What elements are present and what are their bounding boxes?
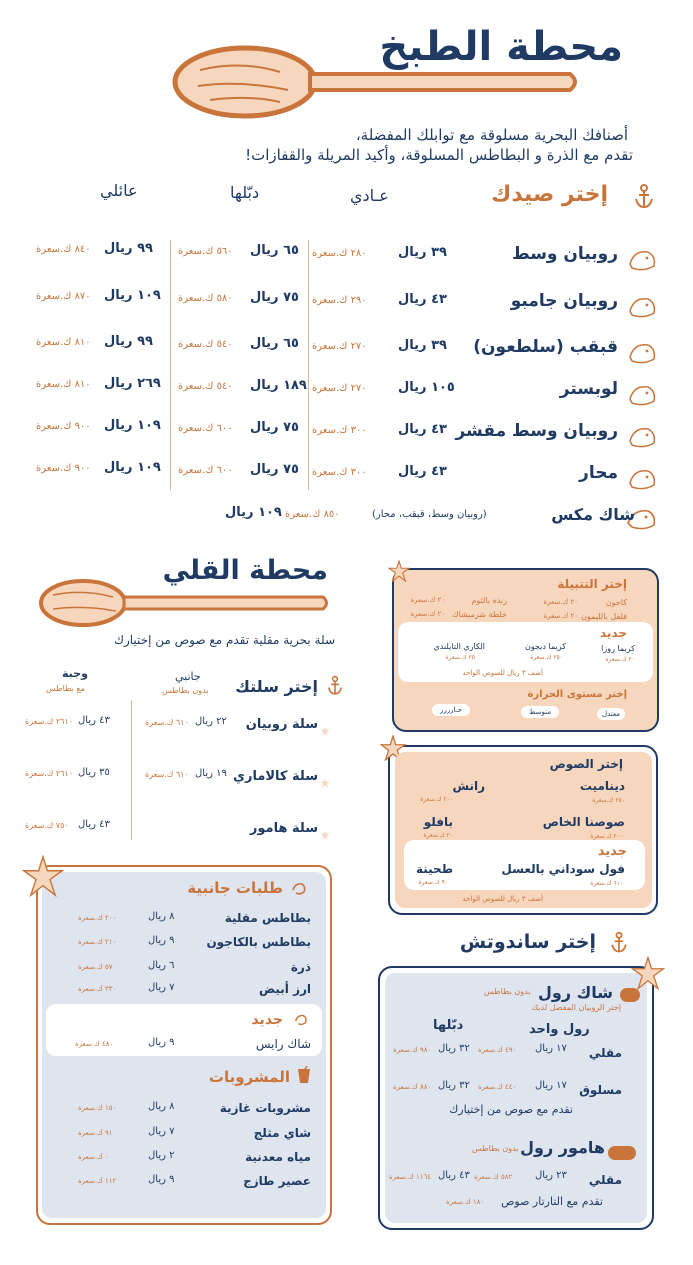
fry-item-side-price: ١٩ ريال — [195, 768, 227, 779]
fry-item-name: سلة هامور — [249, 821, 318, 836]
drink-item-calories: ٩١ ك.سعرة — [78, 1129, 113, 1137]
sauce-dynamite: ديناميت — [579, 779, 625, 793]
shack-mix-name: شاك مكس — [551, 505, 635, 524]
fry-item-meal-price: ٤٣ ريال — [78, 819, 110, 830]
roll-icon — [620, 988, 640, 1002]
choose-basket-heading: إختر سلتك — [235, 677, 318, 696]
cook-item-name: روبيان وسط — [512, 244, 618, 264]
shack-roll-name: شاك رول — [537, 983, 613, 1002]
seasoning-garlic-butter-calories: ٢٠ ك.سعرة — [410, 596, 445, 604]
seasoning-new-rosa: كريما روزا — [601, 644, 635, 653]
sauce-tahini-calories: ٩٠ ك.سعرة — [418, 879, 448, 886]
shack-roll-row-calories2: ٨٨٠ ك.سعرة — [393, 1083, 432, 1091]
sides-new-label: جديد — [251, 1012, 283, 1028]
shack-rice-calories: ٤٨٠ ك.سعرة — [75, 1040, 114, 1048]
lobster-icon — [626, 381, 662, 411]
cook-item-regular-price: ٣٩ ريال — [398, 245, 447, 260]
side-item-price: ٨ ريال — [148, 911, 175, 922]
crab-icon — [626, 339, 662, 369]
cook-item-family-price: ٩٩ ريال — [104, 334, 153, 349]
col-regular: عـادي — [350, 186, 389, 205]
shack-roll-row-name: مقلي — [588, 1046, 622, 1060]
shrimp-icon — [290, 881, 310, 901]
shack-roll-row-price1: ١٧ ريال — [535, 1043, 567, 1054]
side-item-price: ٧ ريال — [148, 982, 175, 993]
cook-item-name: روبيان وسط مقشر — [455, 421, 618, 441]
drink-item-name: مياه معدنية — [245, 1150, 311, 1164]
sandwich-title: إختر ساندوتش — [459, 931, 596, 953]
cook-station-title: محطة الطبخ — [379, 24, 623, 70]
anchor-icon — [324, 675, 348, 699]
shack-rice-name: شاك رايس — [255, 1037, 311, 1051]
heat-level-title: إختر مستوى الحرارة — [527, 689, 627, 700]
cook-item-regular-price: ٤٣ ريال — [398, 422, 447, 437]
side-item-calories: ٢١٠ ك.سعرة — [78, 938, 117, 946]
fry-item-side-calories: ٦١٠ ك.سعرة — [145, 770, 189, 779]
seasoning-shrimpshack-mix-calories: ٢٠ ك.سعرة — [410, 610, 445, 618]
cup-icon — [296, 1066, 314, 1086]
heat-medium[interactable]: متوسط — [521, 706, 559, 718]
sauce-honey-peanut-calories: ٦١٠ ك.سعرة — [590, 880, 623, 887]
shrimp-icon — [293, 1013, 311, 1031]
sauce-ranch: رانش — [452, 779, 485, 793]
seasoning-new-dijon: كريما ديجون — [524, 642, 566, 651]
cook-item-name: قبقب (سلطعون) — [473, 337, 618, 357]
sauce-title: إختر الصوص — [549, 757, 623, 771]
jumbo-shrimp-icon — [626, 293, 662, 323]
hamour-roll-name: هامور رول — [520, 1138, 605, 1157]
shack-mix-calories: ٨٥٠ ك.سعرة — [285, 509, 340, 520]
star-icon — [320, 721, 332, 733]
seasoning-new-thai-curry: الكاري التايلندي — [433, 642, 485, 651]
seasoning-title: إختر التتبيلة — [557, 577, 627, 591]
col-side: جانبي — [175, 670, 201, 683]
seasoning-garlic-butter: زبدة بالثوم — [471, 596, 507, 605]
sauce-buffalo: بافلو — [423, 815, 453, 829]
cook-item-family-price: ٢٦٩ ريال — [104, 376, 161, 391]
starfish-icon — [22, 855, 64, 897]
sauce-dynamite-calories: ٢٥٠ ك.سعرة — [592, 797, 625, 804]
anchor-icon — [607, 931, 633, 957]
shack-roll-row-calories1: ٤٤٠ ك.سعرة — [478, 1083, 517, 1091]
shack-roll-row-calories2: ٩٨٠ ك.سعرة — [393, 1046, 432, 1054]
anchor-icon — [630, 183, 660, 213]
fry-item-side-calories: ٦١٠ ك.سعرة — [145, 718, 189, 727]
mussel-icon — [626, 465, 662, 495]
seasoning-shrimpshack-mix: خلطة شرمبشاك — [452, 610, 507, 619]
seasoning-new-thai-curry-calories: ٢٥ ك.سعرة — [445, 654, 475, 661]
drink-item-calories: ٠ ك.سعرة — [78, 1153, 109, 1161]
shack-roll-desc: إختر الروبيان المفضل لديك — [531, 1003, 621, 1012]
peeled-shrimp-icon — [626, 423, 662, 453]
starfish-icon — [388, 560, 410, 582]
sauce-new-note: أضف ٣ ريال للصوص الواحد — [462, 895, 543, 903]
shack-rice-price: ٩ ريال — [148, 1037, 175, 1048]
cook-item-family-calories: ٨١٠ ك.سعرة — [36, 379, 91, 390]
cook-item-name: لوبستر — [559, 379, 618, 399]
choose-catch-heading: إختر صيدك — [491, 182, 608, 207]
seasoning-lemon-pepper-calories: ٢٠ ك.سعرة — [543, 612, 578, 620]
fry-item-side-price: ٢٢ ريال — [195, 716, 227, 727]
cook-item-family-calories: ٨٧٠ ك.سعرة — [36, 291, 91, 302]
cook-item-double-price: ١٨٩ ريال — [250, 378, 307, 393]
drink-item-calories: ١٥٠ ك.سعرة — [78, 1104, 117, 1112]
sauce-special: صوصنا الخاص — [542, 815, 625, 829]
hamour-roll-row-calories1: ٥٨٢ ك.سعرة — [474, 1173, 513, 1181]
drink-item-name: عصير طازج — [243, 1174, 311, 1188]
cook-item-double-calories: ٥٦٠ ك.سعرة — [178, 246, 233, 257]
cook-item-regular-price: ٤٣ ريال — [398, 464, 447, 479]
fry-item-meal-price: ٣٥ ريال — [78, 767, 110, 778]
cook-item-double-calories: ٥٤٠ ك.سعرة — [178, 381, 233, 392]
shack-roll-col2: دبّلها — [433, 1018, 464, 1033]
drinks-title: المشروبات — [208, 1068, 290, 1086]
side-item-name: بطاطس مقلية — [224, 911, 311, 925]
shack-mix-desc: (روبيان وسط، قبقب، محار) — [372, 509, 487, 520]
cook-item-regular-calories: ٢٧٠ ك.سعرة — [312, 383, 367, 394]
cook-item-family-price: ١٠٩ ريال — [104, 460, 161, 475]
drink-item-name: مشروبات غازية — [219, 1101, 311, 1115]
sauce-new-label: جديد — [597, 844, 627, 859]
drink-item-price: ٩ ريال — [148, 1174, 175, 1185]
sauce-buffalo-calories: ٢٠ ك.سعرة — [423, 832, 453, 839]
star-icon — [320, 773, 332, 785]
side-item-name: ذرة — [290, 960, 311, 974]
hamour-roll-sub: بدون بطاطس — [472, 1144, 519, 1153]
cook-item-family-price: ١٠٩ ريال — [104, 288, 161, 303]
cook-item-regular-price: ٣٩ ريال — [398, 338, 447, 353]
shack-roll-note: تقدم مع صوص من إختيارك — [449, 1103, 573, 1116]
cook-item-name: روبيان جامبو — [510, 291, 618, 311]
cook-item-double-calories: ٥٨٠ ك.سعرة — [178, 293, 233, 304]
seasoning-new-rosa-calories: ٢٠ ك.سعرة — [605, 656, 635, 663]
cook-intro-line1: أصنافك البحرية مسلوقة مع توابلك المفضلة، — [355, 126, 628, 144]
side-item-name: ارز أبيض — [259, 982, 311, 996]
fry-item-meal-calories: ٧٥٠ ك.سعرة — [25, 821, 69, 830]
cook-item-double-calories: ٥٤٠ ك.سعرة — [178, 339, 233, 350]
cook-item-double-calories: ٦٠٠ ك.سعرة — [178, 423, 233, 434]
side-item-price: ٦ ريال — [148, 960, 175, 971]
column-divider — [308, 240, 309, 490]
drink-item-price: ٧ ريال — [148, 1126, 175, 1137]
drink-item-calories: ١١٢ ك.سعرة — [78, 1177, 117, 1185]
seasoning-lemon-pepper: فلفل بالليمون — [581, 612, 627, 621]
seasoning-cajun: كاجون — [605, 598, 627, 607]
cook-item-regular-calories: ٢٩٠ ك.سعرة — [312, 295, 367, 306]
sauce-ranch-calories: ٢٠٠ ك.سعرة — [420, 796, 453, 803]
shack-roll-row-calories1: ٤٩٠ ك.سعرة — [478, 1046, 517, 1054]
hamour-roll-row-price1: ٢٣ ريال — [535, 1170, 567, 1181]
shrimp-icon — [626, 246, 662, 276]
side-item-calories: ٥٧ ك.سعرة — [78, 963, 113, 971]
shack-roll-row-name: مسلوق — [579, 1083, 622, 1097]
cook-item-family-price: ٩٩ ريال — [104, 241, 153, 256]
col-meal: وجبة — [62, 667, 88, 680]
fry-station-title: محطة القلي — [162, 555, 328, 586]
seasoning-new-note: أضف ٣ ريال للصوص الواحد — [462, 669, 543, 677]
seasoning-new-label: جديد — [599, 626, 627, 640]
shack-roll-row-price2: ٣٢ ريال — [438, 1043, 470, 1054]
side-item-price: ٩ ريال — [148, 935, 175, 946]
sauce-tahini: طحينة — [415, 862, 453, 876]
col-family: عائلي — [100, 181, 138, 200]
cook-item-family-calories: ٩٠٠ ك.سعرة — [36, 421, 91, 432]
sauce-honey-peanut: فول سوداني بالعسل — [501, 862, 625, 876]
seasoning-cajun-calories: ٢٠ ك.سعرة — [543, 598, 578, 606]
drink-item-price: ٢ ريال — [148, 1150, 175, 1161]
cook-item-regular-price: ٤٣ ريال — [398, 292, 447, 307]
heat-hot[interactable]: حـارررر — [432, 704, 470, 716]
cook-item-double-price: ٦٥ ريال — [250, 243, 299, 258]
col-double: دبّلها — [230, 183, 260, 202]
cook-item-double-calories: ٦٠٠ ك.سعرة — [178, 465, 233, 476]
col-side-sub: بدون بطاطس — [162, 686, 209, 695]
shack-roll-row-price1: ١٧ ريال — [535, 1080, 567, 1091]
drink-item-price: ٨ ريال — [148, 1101, 175, 1112]
fry-intro: سلة بحرية مقلية تقدم مع صوص من إختيارك — [114, 633, 335, 647]
column-divider — [170, 240, 171, 490]
seasoning-new-dijon-calories: ٢٥٠ ك.سعرة — [530, 654, 563, 661]
cook-item-double-price: ٦٥ ريال — [250, 336, 299, 351]
hamour-roll-row-name: مقلي — [588, 1173, 622, 1187]
side-item-name: بطاطس بالكاجون — [206, 935, 311, 949]
shack-roll-sub: بدون بطاطس — [484, 987, 531, 996]
hamour-roll-row-price2: ٤٣ ريال — [438, 1170, 470, 1181]
shack-roll-col1: رول واحد — [529, 1022, 590, 1037]
cook-item-family-calories: ٨٤٠ ك.سعرة — [36, 244, 91, 255]
cook-item-name: محار — [579, 463, 618, 483]
fry-item-name: سلة روبيان — [245, 717, 318, 732]
hamour-roll-row-calories2: ١١٦٤ ك.سعرة — [389, 1173, 432, 1181]
roll-icon — [608, 1146, 636, 1160]
side-item-calories: ٢٠٠ ك.سعرة — [78, 914, 117, 922]
cook-item-double-price: ٧٥ ريال — [250, 420, 299, 435]
starfish-icon — [631, 956, 665, 990]
column-divider — [131, 700, 132, 840]
shack-mix-price: ١٠٩ ريال — [225, 505, 282, 520]
sauce-special-calories: ٢٠٠ ك.سعرة — [590, 833, 623, 840]
shack-roll-row-price2: ٣٢ ريال — [438, 1080, 470, 1091]
fry-item-meal-calories: ٢٦١٠ ك.سعرة — [25, 717, 74, 726]
hamour-roll-note-calories: ١٨٠ ك.سعرة — [446, 1198, 485, 1206]
cook-item-double-price: ٧٥ ريال — [250, 290, 299, 305]
col-meal-sub: مع بطاطس — [46, 684, 85, 693]
cook-item-family-calories: ٩٠٠ ك.سعرة — [36, 463, 91, 474]
star-icon — [320, 825, 332, 837]
drink-item-name: شاي مثلج — [253, 1126, 311, 1140]
heat-mild[interactable]: معتدل — [597, 708, 625, 720]
cook-item-family-calories: ٨١٠ ك.سعرة — [36, 337, 91, 348]
sides-title: طلبات جانبية — [187, 879, 283, 897]
cook-item-regular-calories: ٢٧٠ ك.سعرة — [312, 341, 367, 352]
cook-item-regular-calories: ٣٠٠ ك.سعرة — [312, 467, 367, 478]
cook-item-regular-calories: ٢٨٠ ك.سعرة — [312, 248, 367, 259]
cook-item-double-price: ٧٥ ريال — [250, 462, 299, 477]
fry-item-meal-price: ٤٣ ريال — [78, 715, 110, 726]
fry-item-name: سلة كالاماري — [233, 769, 318, 784]
cook-item-regular-calories: ٣٠٠ ك.سعرة — [312, 425, 367, 436]
hamour-roll-note: تقدم مع التارتار صوص — [501, 1195, 603, 1208]
cook-intro-line2: تقدم مع الذرة و البطاطس المسلوقة، وأكيد المريلة والقفازات! — [245, 146, 633, 164]
side-item-calories: ٣٣٠ ك.سعرة — [78, 985, 117, 993]
cook-item-family-price: ١٠٩ ريال — [104, 418, 161, 433]
cook-item-regular-price: ١٠٥ ريال — [398, 380, 455, 395]
fry-item-meal-calories: ٢٦١٠ ك.سعرة — [25, 769, 74, 778]
